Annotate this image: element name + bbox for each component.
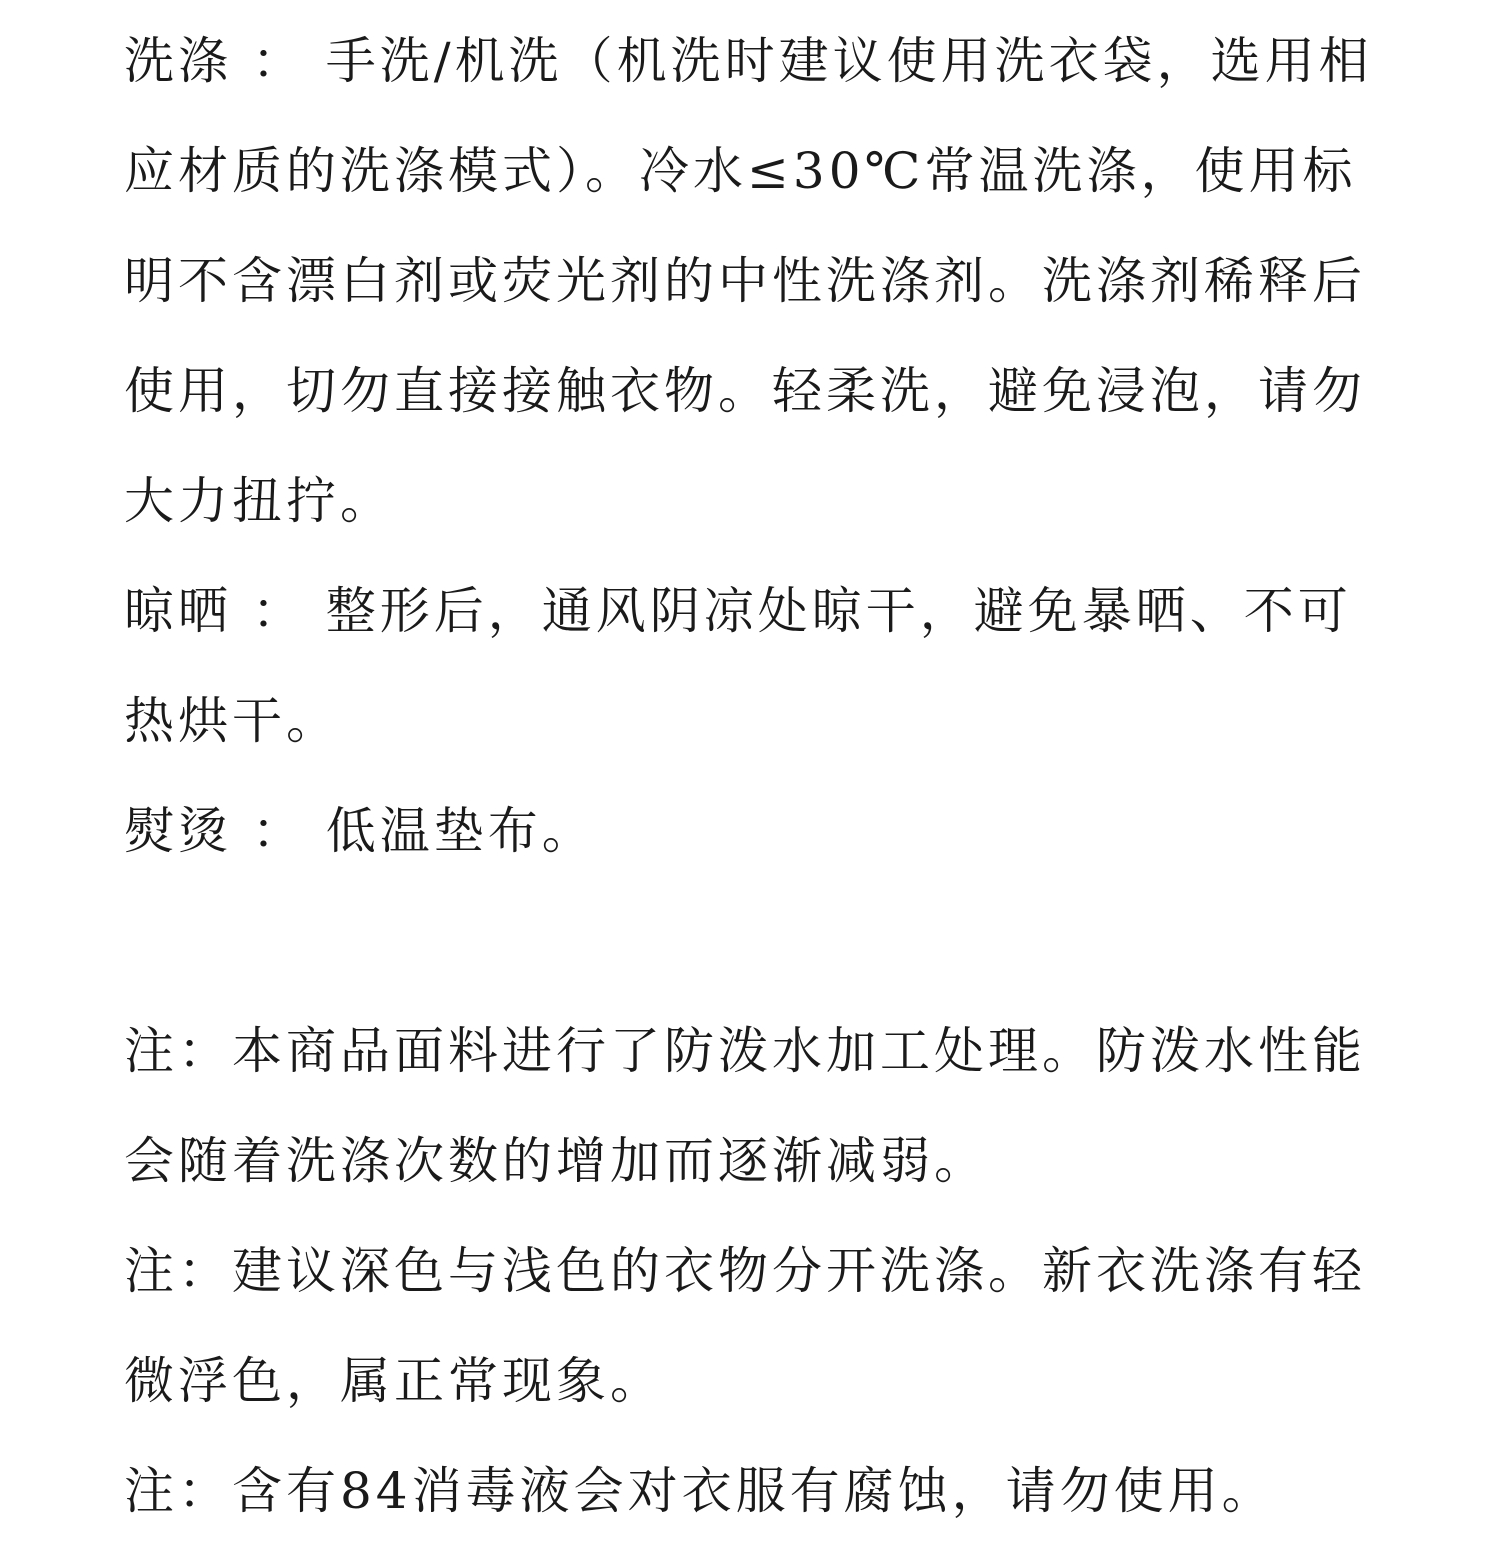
- wash-instruction: [124, 6, 1384, 556]
- wash-label: 洗涤: [124, 32, 232, 90]
- note-prefix: 注：: [124, 1242, 232, 1300]
- note-prefix: 注：: [124, 1022, 232, 1080]
- dry-label: 晾晒: [124, 582, 232, 640]
- iron-text: 低温垫布。: [325, 802, 596, 860]
- note-water-repellent: [124, 996, 1384, 1216]
- iron-separator: ：: [232, 802, 326, 860]
- wash-text: 手洗/机洗（机洗时建议使用洗衣袋，选用相应材质的洗涤模式）。冷水≤30℃常温洗涤，使用标明不含漂白剂或荧光剂的中性洗涤剂。洗涤剂稀释后使用，切勿直接接触衣物。轻柔洗，避免浸泡，请勿大力扭拧。: [124, 32, 1373, 530]
- note-text: 含有84消毒液会对衣服有腐蚀，请勿使用。: [232, 1462, 1276, 1520]
- note-bleach-warning: [124, 1436, 1384, 1546]
- iron-label: 熨烫: [124, 802, 232, 860]
- dry-instruction: [124, 556, 1384, 776]
- iron-instruction: [124, 776, 1384, 886]
- note-color-separation: [124, 1216, 1384, 1436]
- dry-separator: ：: [232, 582, 326, 640]
- note-text: 建议深色与浅色的衣物分开洗涤。新衣洗涤有轻微浮色，属正常现象。: [124, 1242, 1366, 1410]
- note-prefix: 注：: [124, 1462, 232, 1520]
- note-text: 本商品面料进行了防泼水加工处理。防泼水性能会随着洗涤次数的增加而逐渐减弱。: [124, 1022, 1366, 1190]
- wash-separator: ：: [232, 32, 326, 90]
- dry-text: 整形后，通风阴凉处晾干，避免暴晒、不可热烘干。: [124, 582, 1352, 750]
